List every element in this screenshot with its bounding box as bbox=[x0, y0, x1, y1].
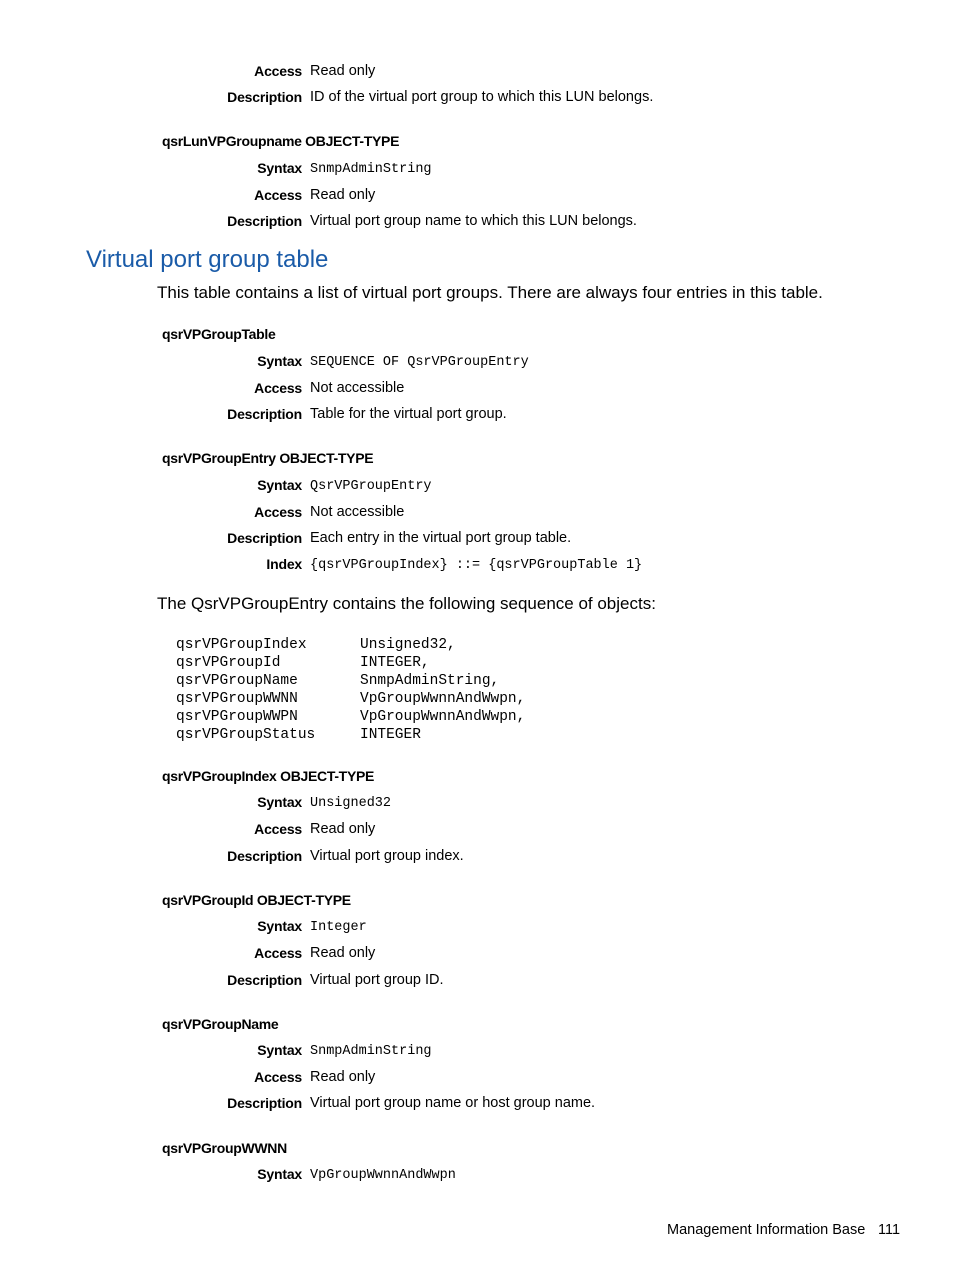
sequence-row bbox=[176, 690, 525, 708]
syntax-label: Syntax bbox=[257, 353, 302, 369]
object-heading-vp-group-index: qsrVPGroupIndex OBJECT-TYPE bbox=[162, 768, 375, 784]
description-label: Description bbox=[227, 848, 302, 864]
access-label: Access bbox=[254, 63, 302, 79]
access-value: Read only bbox=[310, 187, 376, 203]
sequence-object-name: qsrVPGroupWWNN bbox=[176, 691, 298, 707]
object-heading-vp-group-entry: qsrVPGroupEntry OBJECT-TYPE bbox=[162, 450, 374, 466]
sequence-object-type: SnmpAdminString, bbox=[360, 673, 500, 689]
syntax-label: Syntax bbox=[257, 1166, 302, 1182]
sequence-code-block bbox=[176, 636, 525, 744]
sequence-object-type: INTEGER bbox=[360, 727, 421, 743]
access-value: Read only bbox=[310, 1069, 376, 1085]
section-intro: This table contains a list of virtual port groups. There are always four entries in this table. bbox=[157, 283, 823, 302]
syntax-value: SEQUENCE OF QsrVPGroupEntry bbox=[310, 355, 529, 370]
description-value: Virtual port group name to which this LUN belongs. bbox=[310, 213, 637, 229]
sequence-row bbox=[176, 672, 525, 690]
object-heading-vp-group-table: qsrVPGroupTable bbox=[162, 326, 276, 342]
access-value: Not accessible bbox=[310, 380, 405, 396]
description-label: Description bbox=[227, 530, 302, 546]
description-value: Table for the virtual port group. bbox=[310, 406, 507, 422]
syntax-label: Syntax bbox=[257, 794, 302, 810]
sequence-object-type: Unsigned32, bbox=[360, 637, 456, 653]
sequence-row bbox=[176, 708, 525, 726]
sequence-intro: The QsrVPGroupEntry contains the following sequence of objects: bbox=[157, 594, 656, 613]
sequence-object-name: qsrVPGroupWWPN bbox=[176, 709, 298, 725]
sequence-object-name: qsrVPGroupIndex bbox=[176, 637, 307, 653]
object-heading-lun-vp-group-name: qsrLunVPGroupname OBJECT-TYPE bbox=[162, 133, 400, 149]
page-number: 111 bbox=[878, 1222, 901, 1238]
index-label: Index bbox=[266, 556, 302, 572]
syntax-label: Syntax bbox=[257, 1042, 302, 1058]
syntax-value: Unsigned32 bbox=[310, 796, 392, 811]
description-value: Virtual port group ID. bbox=[310, 972, 444, 988]
description-value: ID of the virtual port group to which this LUN belongs. bbox=[310, 89, 654, 105]
object-heading-vp-group-wwnn: qsrVPGroupWWNN bbox=[162, 1140, 287, 1156]
access-label: Access bbox=[254, 380, 302, 396]
sequence-object-name: qsrVPGroupId bbox=[176, 655, 281, 671]
access-value: Not accessible bbox=[310, 504, 405, 520]
object-heading-vp-group-id: qsrVPGroupId OBJECT-TYPE bbox=[162, 892, 351, 908]
description-label: Description bbox=[227, 89, 302, 105]
access-label: Access bbox=[254, 945, 302, 961]
sequence-row bbox=[176, 654, 525, 672]
object-heading-vp-group-name: qsrVPGroupName bbox=[162, 1016, 279, 1032]
access-value: Read only bbox=[310, 945, 376, 961]
syntax-label: Syntax bbox=[257, 918, 302, 934]
sequence-row bbox=[176, 636, 525, 654]
sequence-object-type: VpGroupWwnnAndWwpn, bbox=[360, 709, 526, 725]
index-value: {qsrVPGroupIndex} ::= {qsrVPGroupTable 1} bbox=[310, 558, 643, 573]
sequence-row bbox=[176, 726, 525, 744]
syntax-label: Syntax bbox=[257, 477, 302, 493]
access-value: Read only bbox=[310, 821, 376, 837]
description-value: Virtual port group index. bbox=[310, 848, 464, 864]
access-value: Read only bbox=[310, 63, 376, 79]
access-label: Access bbox=[254, 187, 302, 203]
syntax-value: VpGroupWwnnAndWwpn bbox=[310, 1168, 456, 1183]
syntax-value: QsrVPGroupEntry bbox=[310, 479, 432, 494]
syntax-value: SnmpAdminString bbox=[310, 162, 432, 177]
footer-title: Management Information Base bbox=[667, 1222, 866, 1238]
description-value: Each entry in the virtual port group table. bbox=[310, 530, 572, 546]
sequence-object-name: qsrVPGroupName bbox=[176, 673, 298, 689]
sequence-object-type: VpGroupWwnnAndWwpn, bbox=[360, 691, 526, 707]
description-label: Description bbox=[227, 1095, 302, 1111]
access-label: Access bbox=[254, 1069, 302, 1085]
syntax-value: SnmpAdminString bbox=[310, 1044, 432, 1059]
description-label: Description bbox=[227, 213, 302, 229]
section-title: Virtual port group table bbox=[86, 246, 329, 273]
sequence-object-type: INTEGER, bbox=[360, 655, 430, 671]
syntax-value: Integer bbox=[310, 920, 367, 935]
syntax-label: Syntax bbox=[257, 160, 302, 176]
description-label: Description bbox=[227, 406, 302, 422]
description-label: Description bbox=[227, 972, 302, 988]
sequence-object-name: qsrVPGroupStatus bbox=[176, 727, 316, 743]
access-label: Access bbox=[254, 821, 302, 837]
access-label: Access bbox=[254, 504, 302, 520]
description-value: Virtual port group name or host group name. bbox=[310, 1095, 596, 1111]
